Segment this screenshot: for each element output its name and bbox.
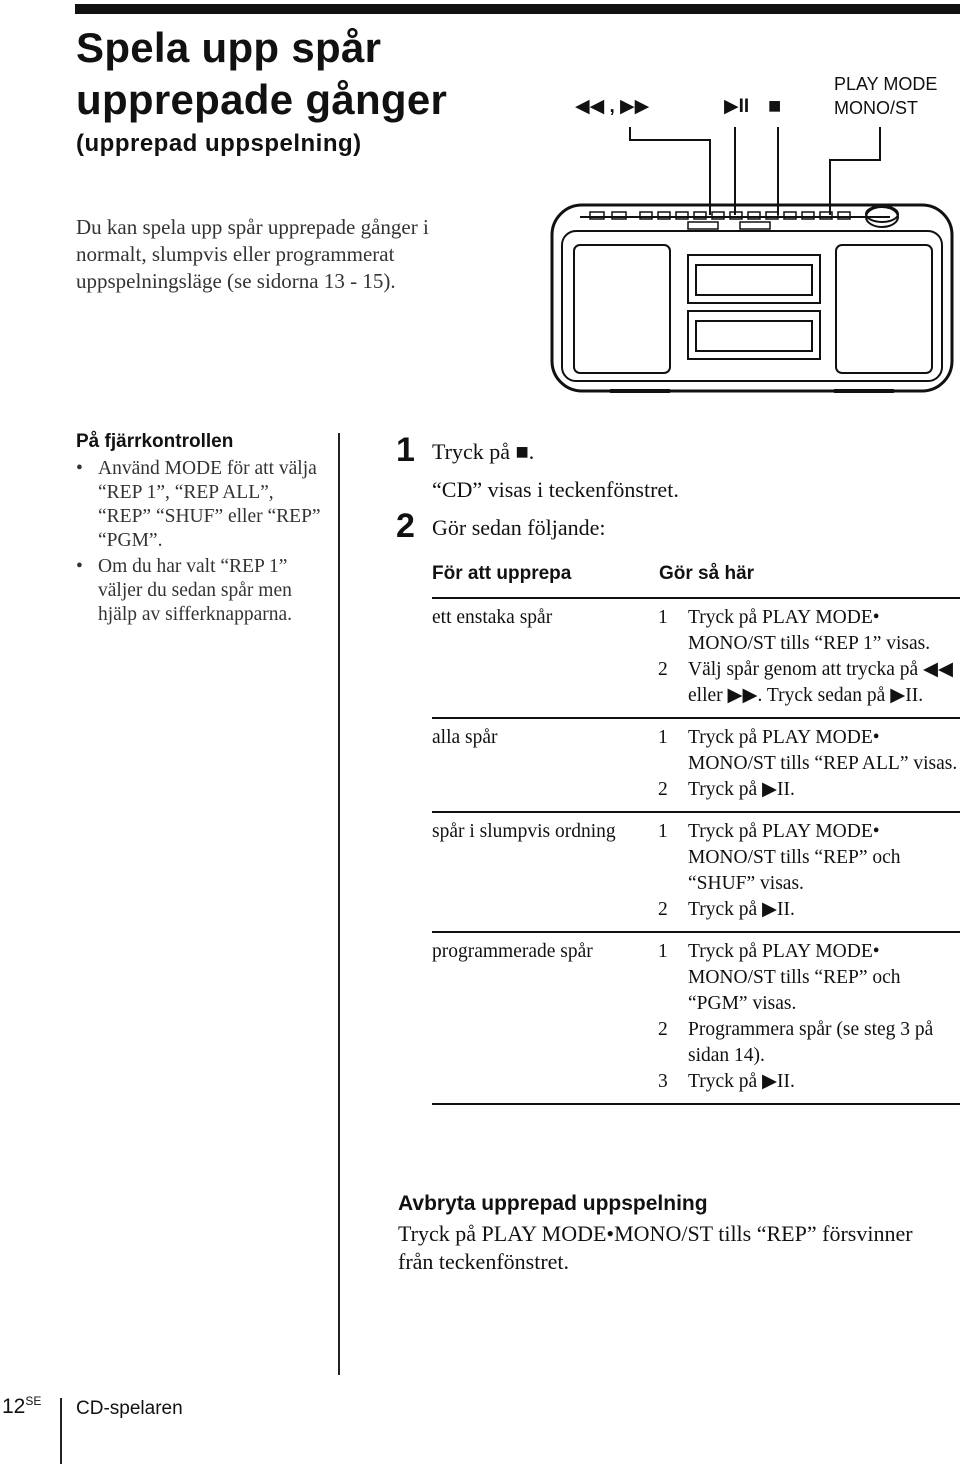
cd-player-illustration bbox=[540, 115, 960, 395]
remote-note bbox=[76, 431, 326, 629]
play-mode-leader-line bbox=[830, 127, 880, 215]
row-step-text: Tryck på PLAY MODE• MONO/ST tills “REP 1” visas. bbox=[688, 607, 931, 654]
table-row bbox=[432, 933, 960, 1105]
stop-label: ■ bbox=[768, 93, 782, 118]
table-row bbox=[432, 719, 960, 813]
step-1-number: 1 bbox=[396, 431, 415, 469]
step-1-note: “CD” visas i teckenfönstret. bbox=[432, 477, 679, 502]
cancel-text: Tryck på PLAY MODE•MONO/ST tills “REP” försvinner från teckenfönstret. bbox=[398, 1221, 913, 1274]
remote-heading: På fjärrkontrollen bbox=[76, 431, 234, 452]
row-what: alla spår bbox=[432, 727, 498, 748]
row-step bbox=[432, 1017, 960, 1069]
row-step bbox=[432, 819, 960, 897]
page-number bbox=[2, 1394, 41, 1419]
row-step bbox=[432, 777, 960, 803]
skip-buttons-label: ◀◀ , ▶▶ bbox=[575, 96, 650, 117]
row-step-number: 1 bbox=[658, 821, 668, 842]
footer-rule bbox=[60, 1398, 62, 1464]
row-step-number: 3 bbox=[658, 1071, 668, 1092]
row-step-number: 1 bbox=[658, 607, 668, 628]
row-step-text: Välj spår genom att trycka på ◀◀ eller ▶▶. Tryck sedan på ▶II. bbox=[688, 659, 953, 706]
row-what: programmerade spår bbox=[432, 941, 593, 962]
page-lang: SE bbox=[25, 1394, 42, 1408]
remote-list bbox=[76, 457, 326, 627]
row-step-number: 1 bbox=[658, 941, 668, 962]
row-step-number: 2 bbox=[658, 659, 668, 680]
row-step bbox=[432, 897, 960, 923]
header-rule bbox=[75, 4, 960, 14]
step-2-text: Gör sedan följande: bbox=[432, 515, 606, 540]
row-step-number: 2 bbox=[658, 1019, 668, 1040]
row-step bbox=[432, 605, 960, 657]
cancel-section bbox=[398, 1192, 938, 1276]
table-body bbox=[432, 599, 960, 1105]
intro-paragraph: Du kan spela upp spår upprepade gånger i normalt, slumpvis eller programmerat uppspelningsläge (se sidorna 13 - 15). bbox=[76, 215, 429, 293]
section-name: CD-spelaren bbox=[76, 1398, 183, 1419]
row-step-number: 2 bbox=[658, 779, 668, 800]
cancel-heading: Avbryta upprepad uppspelning bbox=[398, 1192, 708, 1215]
row-what: spår i slumpvis ordning bbox=[432, 821, 616, 842]
play-mode-label-2: MONO/ST bbox=[834, 98, 918, 118]
player-body bbox=[552, 205, 952, 391]
row-step bbox=[432, 939, 960, 1017]
row-step-text: Tryck på ▶II. bbox=[688, 779, 795, 800]
page-number-value: 12 bbox=[2, 1395, 26, 1418]
row-step-text: Tryck på PLAY MODE• MONO/ST tills “REP ALL” visas. bbox=[688, 727, 958, 774]
row-step-text: Tryck på PLAY MODE• MONO/ST tills “REP” och “PGM” visas. bbox=[688, 941, 901, 1014]
table-row bbox=[432, 599, 960, 719]
table-header bbox=[432, 557, 960, 599]
col-header-how: Gör så här bbox=[659, 563, 755, 584]
play-mode-label-1: PLAY MODE bbox=[834, 74, 938, 94]
row-step bbox=[432, 657, 960, 709]
col-header-what: För att upprepa bbox=[432, 563, 572, 584]
row-step-number: 2 bbox=[658, 899, 668, 920]
row-step-number: 1 bbox=[658, 727, 668, 748]
column-divider bbox=[338, 433, 340, 1375]
remote-bullet-2: • Om du har valt “REP 1” väljer du sedan spår men hjälp av sifferknapparna. bbox=[76, 555, 326, 627]
row-step bbox=[432, 725, 960, 777]
title-line-1: Spela upp spår bbox=[76, 24, 382, 71]
page-title bbox=[76, 22, 447, 126]
row-step-text: Programmera spår (se steg 3 på sidan 14). bbox=[688, 1019, 934, 1066]
row-step-text: Tryck på PLAY MODE• MONO/ST tills “REP” och “SHUF” visas. bbox=[688, 821, 901, 894]
remote-bullet-1: • Använd MODE för att välja “REP 1”, “REP ALL”, “REP” “SHUF” eller “REP” “PGM”. bbox=[76, 457, 326, 553]
title-line-2: upprepade gånger bbox=[76, 76, 448, 123]
left-speaker bbox=[574, 245, 670, 373]
play-pause-label: ▶II bbox=[724, 96, 750, 117]
row-step bbox=[432, 1069, 960, 1095]
skip-leader-line bbox=[630, 127, 710, 215]
row-step-text: Tryck på ▶II. bbox=[688, 1071, 795, 1092]
step-1-text: Tryck på ■. bbox=[432, 439, 535, 464]
row-what: ett enstaka spår bbox=[432, 607, 553, 628]
right-speaker bbox=[836, 245, 932, 373]
row-step-text: Tryck på ▶II. bbox=[688, 899, 795, 920]
table-row bbox=[432, 813, 960, 933]
step-2-number: 2 bbox=[396, 507, 415, 545]
repeat-table bbox=[432, 557, 960, 1105]
page-subtitle: (upprepad uppspelning) bbox=[76, 130, 362, 157]
